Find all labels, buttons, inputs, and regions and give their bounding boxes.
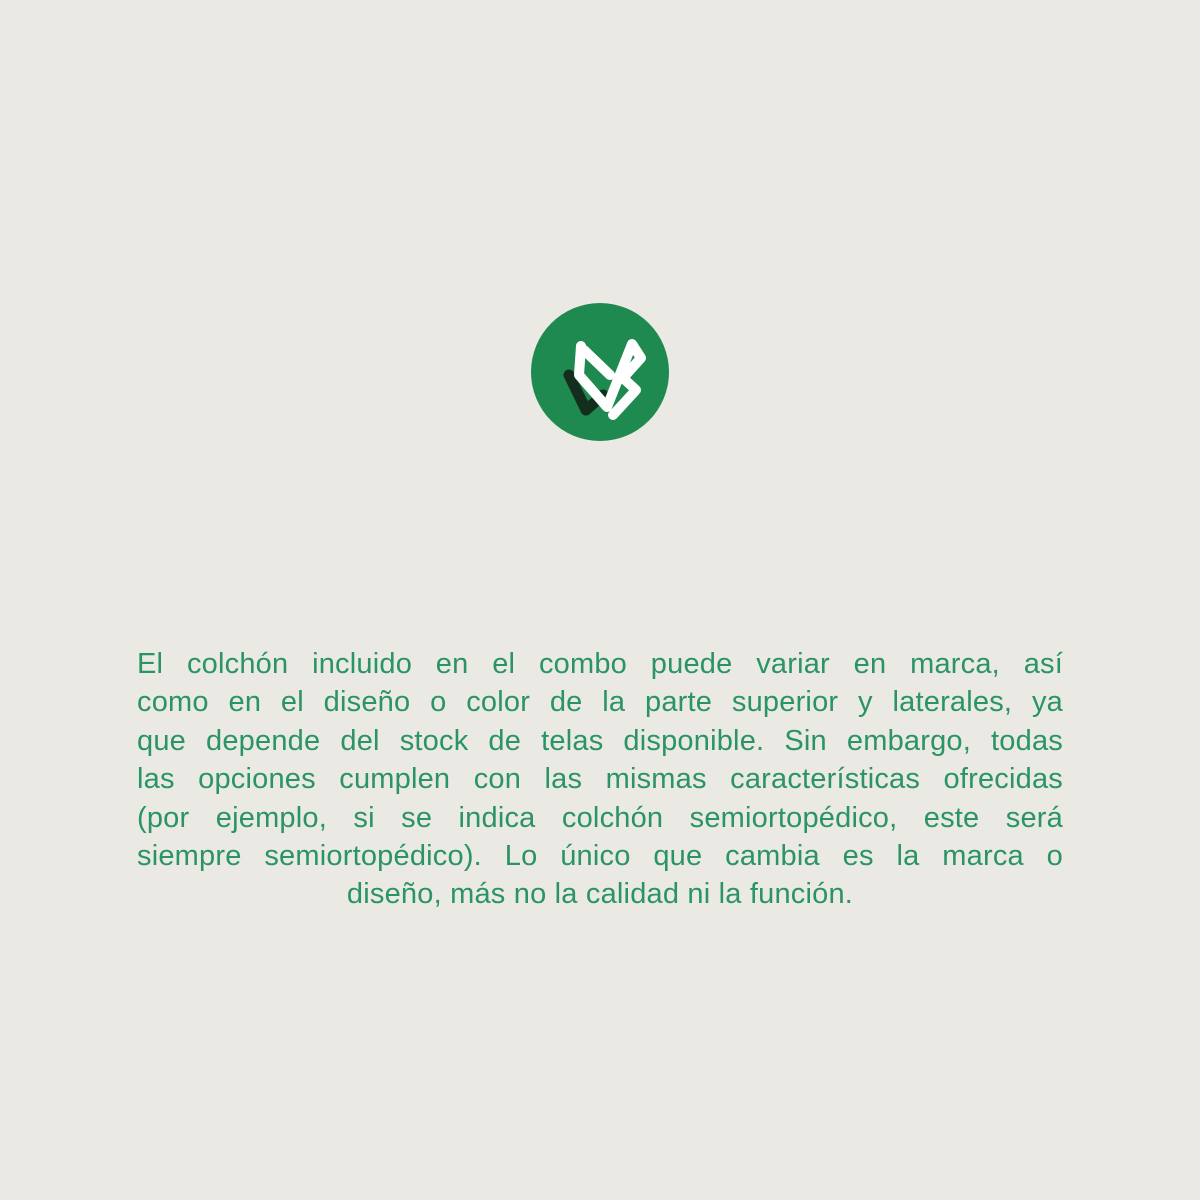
brand-logo [531,303,669,441]
paragraph-line: siempre semiortopédico). Lo único que cambia es la marca o [137,840,1063,873]
notice-paragraph [137,645,1063,914]
paragraph-line: que depende del stock de telas disponible. Sin embargo, todas [137,724,1063,757]
paragraph-line: las opciones cumplen con las mismas características ofrecidas [137,763,1063,796]
paragraph-line: diseño, más no la calidad ni la función. [346,878,854,911]
paragraph-line: como en el diseño o color de la parte superior y laterales, ya [137,686,1063,719]
brand-monogram-icon [531,303,669,441]
paragraph-line: (por ejemplo, si se indica colchón semiortopédico, este será [137,801,1063,834]
paragraph-line: El colchón incluido en el combo puede variar en marca, así [137,648,1063,680]
